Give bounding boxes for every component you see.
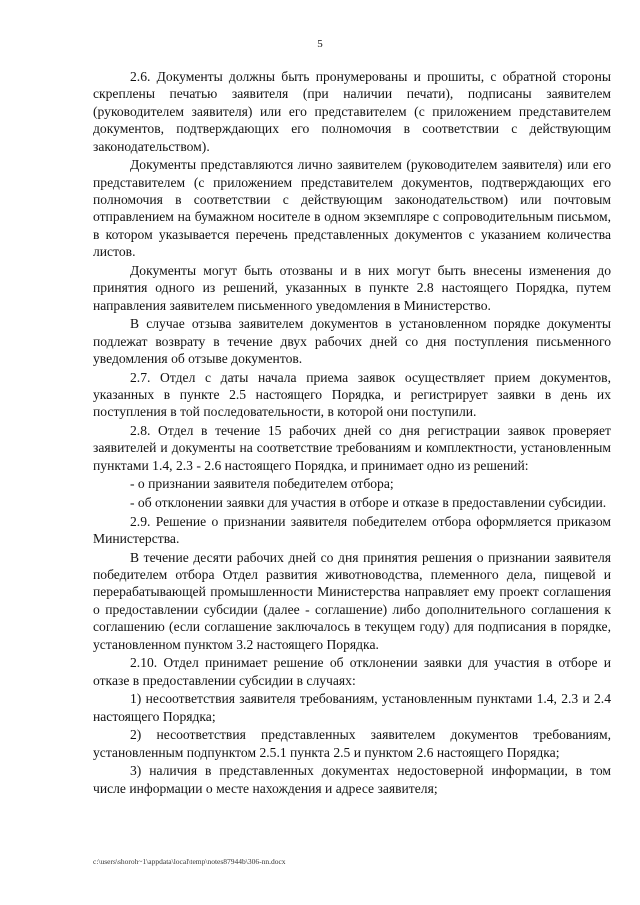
list-item-rejection: - об отклонении заявки для участия в отборе и отказе в предоставлении субсидии. [130, 495, 607, 511]
list-item-3: 3) наличия в представленных документах недостоверной информации, в том числе информации о месте нахождения и адресе заявителя; [93, 763, 611, 796]
document-body [93, 68, 611, 797]
paragraph-agreement: В течение десяти рабочих дней со дня принятия решения о признании заявителя победителем отбора Отдел развития животноводства, племенного дела, пищевой и перерабатывающей промышленности Министерства направляет ему проект соглашения о предоставлении субсидии (далее - соглашение) либо дополнительного соглашения к соглашению (если соглашение заключалось в текущем году) для подписания в порядке, установленном пунктом 3.2 настоящего Порядка. [93, 549, 611, 652]
list-item-winner: - о признании заявителя победителем отбора; [130, 476, 394, 492]
paragraph-2-6: 2.6. Документы должны быть пронумерованы и прошиты, с обратной стороны скреплены печатью заявителя (при наличии печати), подписаны заявителем (руководителем заявителя) или его представителем (с приложением представителем документов, подтверждающих его полномочия в соответствии с действующим законодательством). [93, 69, 611, 154]
paragraph-submission: Документы представляются лично заявителем (руководителем заявителя) или его представителем (с приложением представителем документов, подтверждающих его полномочия в соответствии с действующим законодательством) или почтовым отправлением на бумажном носителе в одном экземпляре с сопроводительным письмом, в котором указывается перечень представленных документов с указанием количества листов. [93, 157, 611, 260]
paragraph-2-10: 2.10. Отдел принимает решение об отклонении заявки для участия в отборе и отказе в предоставлении субсидии в случаях: [93, 655, 611, 688]
page-number: 5 [317, 38, 323, 50]
paragraph-2-9: 2.9. Решение о признании заявителя победителем отбора оформляется приказом Министерства. [93, 513, 611, 547]
list-item-1: 1) несоответствия заявителя требованиям, установленным пунктами 1.4, 2.3 и 2.4 настоящего Порядка; [93, 691, 611, 724]
file-path-footer: c:\users\shoroh~1\appdata\local\temp\notes87944b\306-nn.docx [93, 857, 286, 866]
list-item-2: 2) несоответствия представленных заявителем документов требованиям, установленным подпунктом 2.5.1 пункта 2.5 и пунктом 2.6 настоящего Порядка; [93, 727, 611, 760]
paragraph-2-8: 2.8. Отдел в течение 15 рабочих дней со дня регистрации заявок проверяет заявителей и документы на соответствие требованиям и комплектности, установленным пунктами 1.4, 2.3 - 2.6 настоящего Порядка, и принимает одно из решений: [93, 423, 611, 473]
paragraph-return: В случае отзыва заявителем документов в установленном порядке документы подлежат возврату в течение двух рабочих дней со дня поступления письменного уведомления об отзыве документов. [93, 316, 611, 367]
paragraph-withdrawal: Документы могут быть отозваны и в них могут быть внесены изменения до принятия одного из решений, указанных в пункте 2.8 настоящего Порядка, путем направления заявителем письменного уведомления в Министерство. [93, 262, 611, 313]
paragraph-2-7: 2.7. Отдел с даты начала приема заявок осуществляет прием документов, указанных в пункте 2.5 настоящего Порядка, и регистрирует заявки в день их поступления в той последовательности, в которой они поступили. [93, 369, 611, 420]
